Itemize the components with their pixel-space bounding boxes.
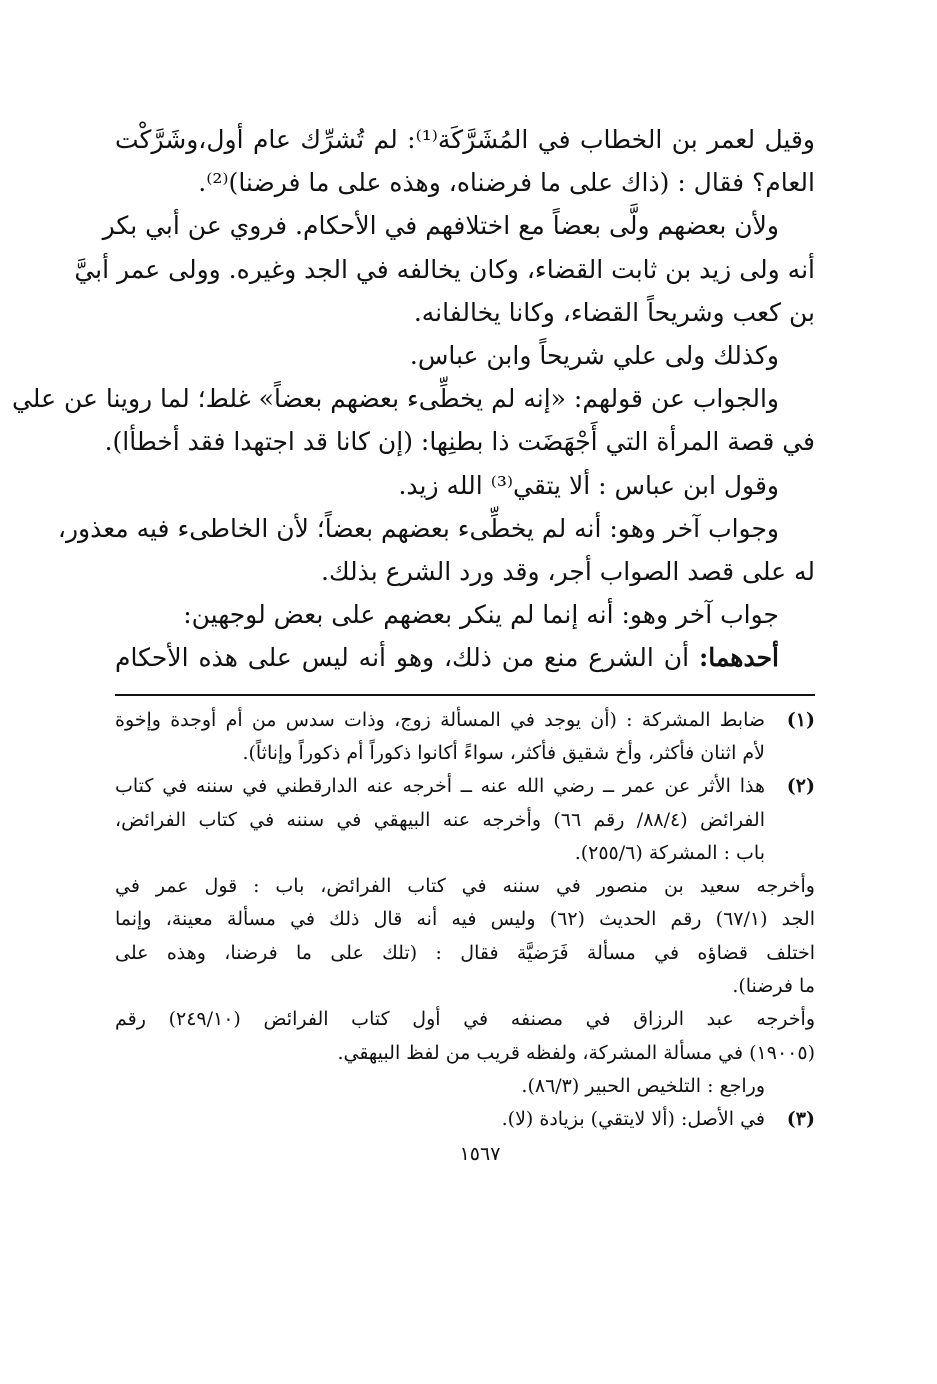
footnote-line: (١٩٠٠٥) في مسألة المشركة، ولفظه قريب من لفظ البيهقي. <box>337 1041 815 1064</box>
text-line: وجواب آخر وهو: أنه لم يخطِّىء بعضهم بعضاً؛ لأن الخاطىء فيه معذور، <box>57 513 779 543</box>
text-line: وكذلك ولى علي شريحاً وابن عباس. <box>409 341 779 371</box>
footnote-line: لأم اثنان فأكثر، وأخ شقيق فأكثر، سواءً أكانوا ذكوراً أم ذكوراً وإناثاً). <box>242 741 765 764</box>
footnote-2-continuation <box>115 870 815 1103</box>
footnote-line: هذا الأثر عن عمر ــ رضي الله عنه ــ أخرجه عنه الدارقطني في سننه في كتاب <box>115 775 765 798</box>
footnote-line: وأخرجه سعيد بن منصور في سننه في كتاب الفرائض، باب : قول عمر في <box>115 875 815 898</box>
text-line: في قصة المرأة التي أَجْهَضَت ذا بطنِها: (إن كانا قد اجتهدا فقد أخطأا). <box>104 427 815 457</box>
lead-word: أحدهما: <box>698 643 779 673</box>
footnote-line: في الأصل: (ألا لايتقي) بزيادة (لا). <box>501 1108 765 1131</box>
page-number: ١٥٦٧ <box>459 1142 501 1165</box>
footnote-2 <box>115 770 815 870</box>
footnote-line: اختلف قضاؤه في مسألة فَرَضيَّة فقال : (تلك على ما فرضنا، وهذه على <box>115 941 815 964</box>
text-line: جواب آخر وهو: أنه إنما لم ينكر بعضهم على بعض لوجهين: <box>183 600 779 630</box>
footnotes <box>115 704 815 1137</box>
footnote-number: (١) <box>786 708 815 731</box>
footnote-divider <box>115 694 815 696</box>
text-line: له على قصد الصواب أجر، وقد ورد الشرع بذلك. <box>321 557 815 587</box>
text-line: وقول ابن عباس : ألا يتقي⁽³⁾ الله زيد. <box>398 470 779 500</box>
footnote-line: ضابط المشركة : (أن يوجد في المسألة زوج، وذات سدس من أم أوجدة وإخوة <box>115 708 765 731</box>
book-page <box>11 118 816 1169</box>
text-line-last <box>115 636 815 679</box>
footnote-line: الجد (٦٧/١) رقم الحديث (٦٢) وليس فيه أنه قال ذلك في مسألة معينة، وإنما <box>115 908 815 931</box>
footnote-line: وراجع : التلخيص الحبير (٨٦/٣). <box>521 1074 765 1097</box>
footnote-line: الفرائض (٨٨/٤/ رقم ٦٦) وأخرجه عنه البيهقي في سننه في كتاب الفرائض، <box>115 808 765 831</box>
text-line: العام؟ فقال : (ذاك على ما فرضناه، وهذه على ما فرضنا)⁽²⁾. <box>198 168 815 198</box>
footnote-line: ما فرضنا). <box>732 975 815 998</box>
footnote-line: وأخرجه عبد الرزاق في مصنفه في أول كتاب الفرائض (٢٤٩/١٠) رقم <box>115 1008 815 1031</box>
text-line: بن كعب وشريحاً القضاء، وكانا يخالفانه. <box>413 297 815 327</box>
text-line: أنه ولى زيد بن ثابت القضاء، وكان يخالفه في الجد وغيره. وولى عمر أبيَّ <box>74 254 815 284</box>
footnote-line: باب : المشركة (٢٥٥/٦). <box>574 841 765 864</box>
footnote-number: (٣) <box>786 1108 815 1131</box>
text-line: ولأن بعضهم ولَّى بعضاً مع اختلافهم في الأحكام. فروي عن أبي بكر <box>102 211 779 241</box>
footnote-number: (٢) <box>786 775 815 798</box>
text-line: وقيل لعمر بن الخطاب في المُشَرَّكَة⁽¹⁾: لم تُشرِّك عام أول،وشَرَّكْت <box>115 125 816 154</box>
footnote-1 <box>115 704 815 771</box>
footnote-3 <box>115 1103 815 1136</box>
main-text <box>11 118 816 680</box>
lead-rest: أن الشرع منع من ذلك، وهو أنه ليس على هذه الأحكام <box>115 643 699 673</box>
text-line: والجواب عن قولهم: «إنه لم يخطِّىء بعضهم بعضاً» غلط؛ لما روينا عن علي <box>11 384 779 414</box>
